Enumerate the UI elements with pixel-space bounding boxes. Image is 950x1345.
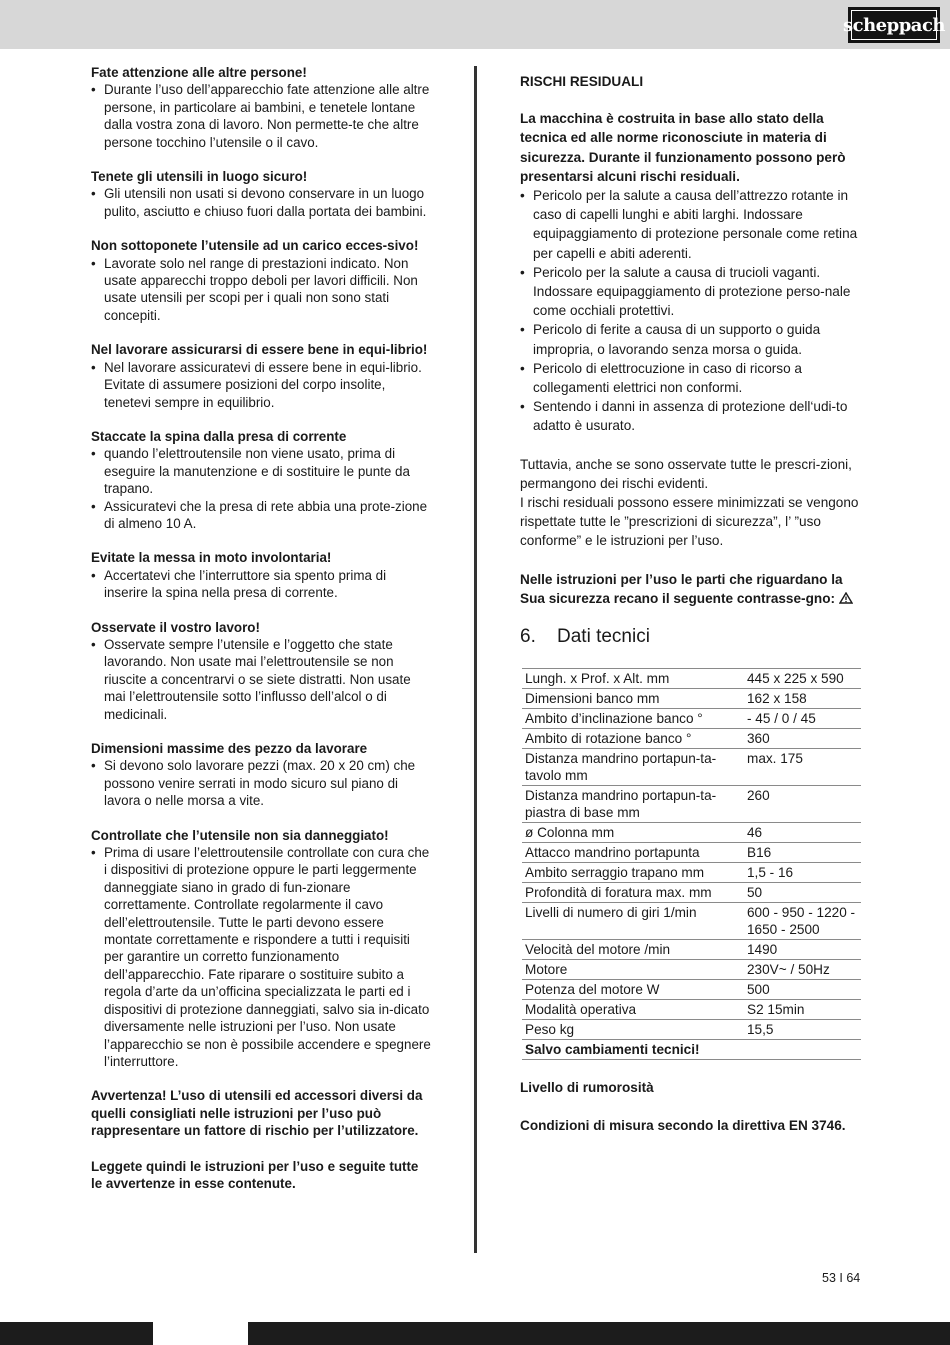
spec-label: Lungh. x Prof. x Alt. mm	[522, 669, 744, 689]
specs-note-empty	[744, 1040, 861, 1060]
left-column	[91, 64, 431, 1210]
bullet-item: • Accertatevi che l’interruttore sia spento prima di inserire la spina nella presa di corrente.	[91, 567, 431, 602]
spec-value: 1490	[744, 940, 861, 960]
spec-label: Attacco mandrino portapunta	[522, 843, 744, 863]
specs-row	[522, 980, 861, 1000]
spec-value: max. 175	[744, 749, 861, 786]
spec-value: 600 - 950 - 1220 - 1650 - 2500	[744, 903, 861, 940]
warning-paragraph: Leggete quindi le istruzioni per l’uso e seguite tutte le avvertenze in esse contenute.	[91, 1158, 419, 1191]
right-column	[520, 72, 865, 1154]
spec-label: Dimensioni banco mm	[522, 689, 744, 709]
specs-note-row	[522, 1040, 861, 1060]
section-heading-text: Dati tecnici	[557, 626, 650, 648]
spec-label: Motore	[522, 960, 744, 980]
spec-value: 46	[744, 823, 861, 843]
bullet-item: • Pericolo di elettrocuzione in caso di ricorso a collegamenti elettrici non conformi.	[520, 359, 865, 397]
brand-logo-text: scheppach	[843, 14, 946, 36]
section-title: Evitate la messa in moto involontaria!	[91, 550, 332, 566]
footer-bar	[0, 1322, 950, 1345]
column-divider	[474, 66, 477, 1253]
spec-label: Potenza del motore W	[522, 980, 744, 1000]
spec-label: Peso kg	[522, 1020, 744, 1040]
warning-triangle-icon	[839, 592, 853, 604]
spec-value: 260	[744, 786, 861, 823]
spec-value: 500	[744, 980, 861, 1000]
spec-label: Ambito d’inclinazione banco °	[522, 709, 744, 729]
spec-value: 162 x 158	[744, 689, 861, 709]
safety-section	[91, 64, 431, 151]
noise-conditions: Condizioni di misura secondo la direttiva EN 3746.	[520, 1118, 846, 1134]
section-heading-tech-data	[520, 626, 865, 648]
spec-value: 445 x 225 x 590	[744, 669, 861, 689]
specs-table	[522, 668, 861, 1060]
spec-value: B16	[744, 843, 861, 863]
spec-label: ø Colonna mm	[522, 823, 744, 843]
section-title: Non sottoponete l’utensile ad un carico ecces-sivo!	[91, 238, 419, 254]
bullet-item: • Nel lavorare assicuratevi di essere bene in equi-librio. Evitate di assumere posizioni del corpo insolite, tenetevi sempre in equilibrio.	[91, 359, 431, 411]
residual-paragraph: I rischi residuali possono essere minimizzati se vengono rispettate tutte le ”prescrizioni di sicurezza”, l’ ”uso conforme” e le istruzioni per l’uso.	[520, 495, 859, 549]
brand-logo	[843, 7, 946, 43]
noise-section	[520, 1078, 865, 1135]
specs-row	[522, 709, 861, 729]
specs-row	[522, 669, 861, 689]
spec-value: - 45 / 0 / 45	[744, 709, 861, 729]
bullet-item: • Si devono solo lavorare pezzi (max. 20 x 20 cm) che possono venire serrati in modo sicuro sul piano di lavora o nelle morsa a vite.	[91, 757, 431, 809]
specs-note: Salvo cambiamenti tecnici!	[522, 1040, 744, 1060]
specs-row	[522, 786, 861, 823]
safety-section	[91, 549, 431, 601]
spec-value: 50	[744, 883, 861, 903]
footer-bar-gap	[153, 1322, 248, 1345]
safety-section	[91, 168, 431, 220]
specs-row	[522, 940, 861, 960]
bullet-item: • Pericolo per la salute a causa di trucioli vaganti. Indossare equipaggiamento di protezione perso-nale come occhiali protettivi.	[520, 263, 865, 321]
spec-label: Velocità del motore /min	[522, 940, 744, 960]
section-title: Fate attenzione alle altre persone!	[91, 65, 307, 80]
safety-section	[91, 428, 431, 532]
bullet-item: • Pericolo di ferite a causa di un supporto o guida impropria, o lavorando senza morsa o guida.	[520, 320, 865, 358]
spec-label: Modalità operativa	[522, 1000, 744, 1020]
residual-risks-title-text: RISCHI RESIDUALI	[520, 74, 644, 89]
spec-label: Ambito di rotazione banco °	[522, 729, 744, 749]
specs-row	[522, 863, 861, 883]
safety-note-text: Nelle istruzioni per l’uso le parti che riguardano la Sua sicurezza recano il seguente contrasse-gno:	[520, 571, 843, 606]
specs-row	[522, 749, 861, 786]
residual-paragraph: Tuttavia, anche se sono osservate tutte le prescri-zioni, permangono dei rischi evidenti.	[520, 456, 852, 491]
specs-row	[522, 960, 861, 980]
specs-row	[522, 823, 861, 843]
safety-note	[520, 570, 865, 608]
page-number: 53 I 64	[822, 1271, 861, 1285]
section-title: Osservate il vostro lavoro!	[91, 619, 260, 635]
safety-section	[91, 237, 431, 324]
bullet-item: • quando l’elettroutensile non viene usato, prima di eseguire la manutenzione e di sostituire le punte da trapano.	[91, 445, 431, 497]
header-bar	[0, 0, 950, 49]
specs-row	[522, 1020, 861, 1040]
residual-risks-list	[520, 186, 865, 436]
spec-value: 360	[744, 729, 861, 749]
bullet-item: • Durante l’uso dell’apparecchio fate attenzione alle altre persone, in particolare ai bambini, e tenetele lontane dalla vostra zona di lavoro. Non permette-te che altre persone tocchino l’utensile o il cavo.	[91, 81, 431, 151]
section-title: Dimensioni massime des pezzo da lavorare	[91, 741, 368, 756]
bullet-item: • Prima di usare l’elettroutensile controllate con cura che i dispositivi di protezione oppure le parti leggermente danneggiate siano in grado di fun-zionare correttamente. Controllate regolarmente il cavo dell’elettroutensile. Tutte le parti devono essere montate correttamente e rispondere a tutti i requisiti per garantire un corretto funzionamento dell’apparecchio. Fate riparare o sostituire subito a regola d’arte da un’officina specializzata le parti ed i dispositivi di protezione danneggiati, salvo sia in-dicato diversamente nelle istruzioni per l’uso. Non usate l’apparecchio se non è possibile accendere e spegnere l’interruttore.	[91, 844, 431, 1070]
specs-row	[522, 1000, 861, 1020]
spec-value: 1,5 - 16	[744, 863, 861, 883]
specs-row	[522, 729, 861, 749]
spec-label: Distanza mandrino portapun-ta-piastra di base mm	[522, 786, 744, 823]
bullet-item: • Sentendo i danni in assenza di protezione dell‘udi-to adatto è usurato.	[520, 397, 865, 435]
spec-label: Ambito serraggio trapano mm	[522, 863, 744, 883]
safety-section	[91, 619, 431, 723]
section-title: Nel lavorare assicurarsi di essere bene in equi-librio!	[91, 342, 428, 358]
bullet-item: • Assicuratevi che la presa di rete abbia una prote-zione di almeno 10 A.	[91, 498, 431, 533]
spec-value: 15,5	[744, 1020, 861, 1040]
residual-risks-title	[520, 72, 865, 91]
safety-section	[91, 341, 431, 411]
spec-label: Distanza mandrino portapun-ta-tavolo mm	[522, 749, 744, 786]
bullet-item: • Gli utensili non usati si devono conservare in un luogo pulito, asciutto e chiuso fuori dalla portata dei bambini.	[91, 185, 431, 220]
safety-section	[91, 740, 431, 810]
section-title: Staccate la spina dalla presa di corrente	[91, 428, 347, 444]
safety-section	[91, 827, 431, 1071]
spec-value: S2 15min	[744, 1000, 861, 1020]
section-title: Controllate che l’utensile non sia danneggiato!	[91, 827, 389, 843]
spec-label: Livelli di numero di giri 1/min	[522, 903, 744, 940]
noise-title: Livello di rumorosità	[520, 1080, 654, 1096]
specs-row	[522, 903, 861, 940]
residual-risks-intro: La macchina è costruita in base allo stato della tecnica ed alle norme riconosciute in materia di sicurezza. Durante il funzionamento possono però presentarsi alcuni rischi residuali.	[520, 111, 846, 184]
specs-row	[522, 843, 861, 863]
specs-row	[522, 689, 861, 709]
bullet-item: • Osservate sempre l’utensile e l’oggetto che state lavorando. Non usate mai l’elettroutensile se non riuscite a concentrarvi o se siete distratti. Non usate mai l’elettroutensile sotto l’influsso dell’alcol o di medicinali.	[91, 636, 431, 723]
bullet-item: • Lavorate solo nel range di prestazioni indicato. Non usate apparecchi troppo deboli per lavori difficili. Non usate utensili per scopi per i quali non sono stati concepiti.	[91, 255, 431, 325]
spec-value: 230V~ / 50Hz	[744, 960, 861, 980]
warning-paragraph: Avvertenza! L’uso di utensili ed accessori diversi da quelli consigliati nelle istruzioni per l’uso può rappresentare un fattore di rischio per l’utilizzatore.	[91, 1088, 423, 1139]
section-number: 6.	[520, 626, 536, 648]
spec-label: Profondità di foratura max. mm	[522, 883, 744, 903]
bullet-item: • Pericolo per la salute a causa dell’attrezzo rotante in caso di capelli lunghi e abiti larghi. Indossare equipaggiamento di protezione personale come retina per capelli e abiti aderenti.	[520, 186, 865, 263]
specs-row	[522, 883, 861, 903]
section-title: Tenete gli utensili in luogo sicuro!	[91, 169, 308, 185]
